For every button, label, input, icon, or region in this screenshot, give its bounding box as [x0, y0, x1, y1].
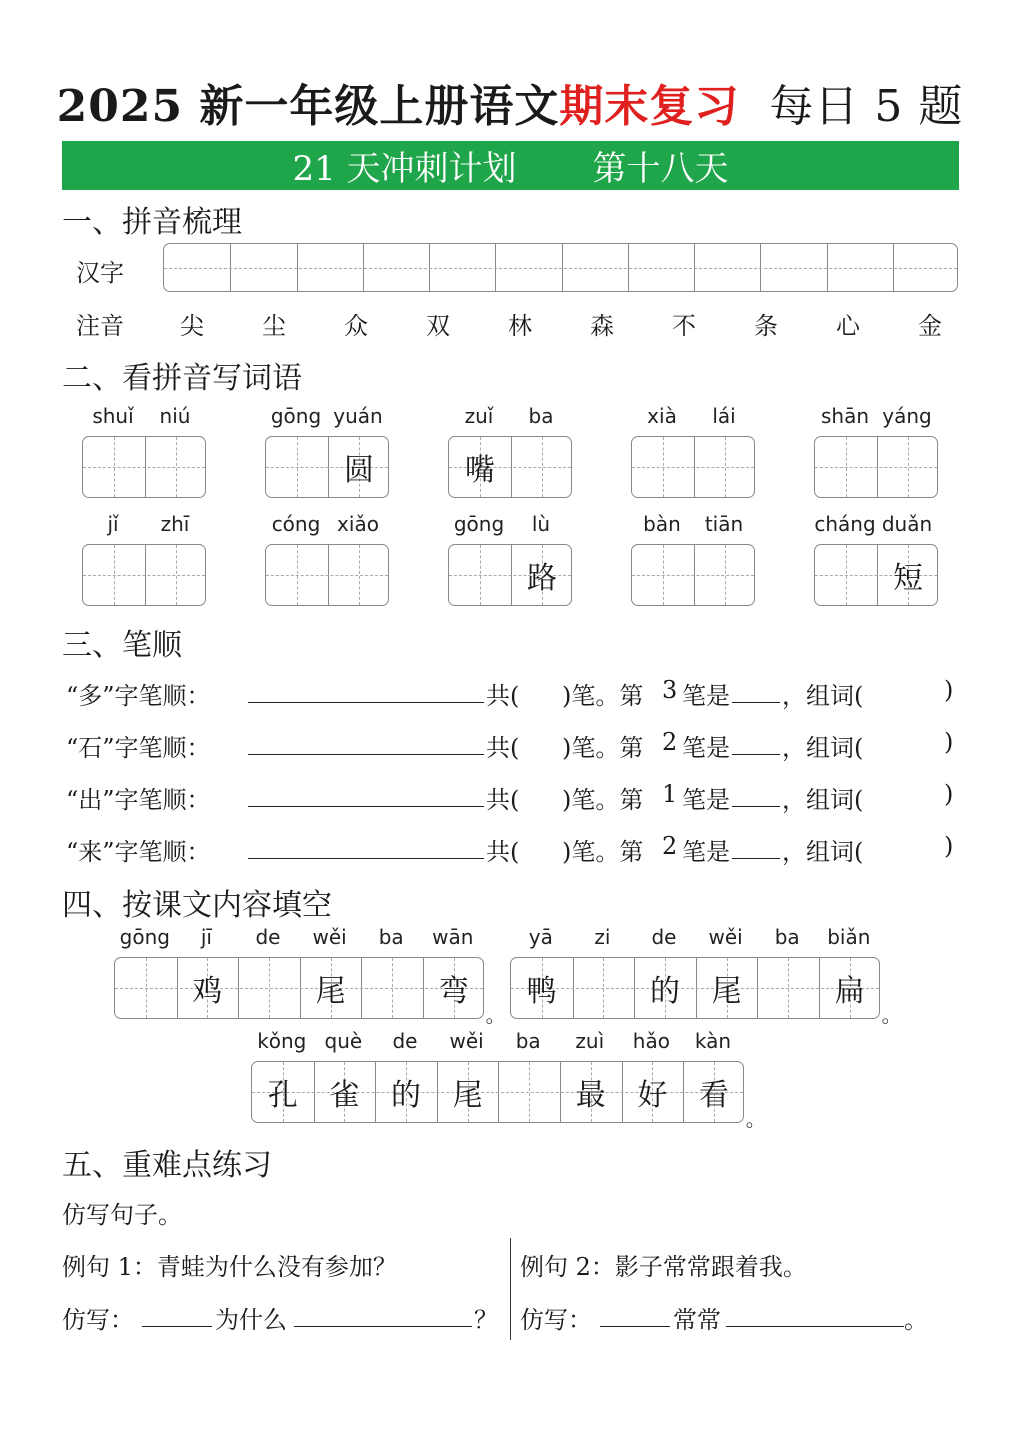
given-char: 扁	[834, 974, 865, 1009]
stroke-number: 1	[662, 780, 678, 808]
given-char: 最	[575, 1078, 606, 1113]
stroke-blank[interactable]	[732, 858, 780, 859]
word-writing-box[interactable]	[631, 436, 755, 498]
given-char: 的	[649, 974, 680, 1009]
rewrite-label-1: 仿写：	[62, 1306, 134, 1334]
pinyin-syllable: yuán	[333, 404, 383, 428]
pinyin-syllable: xià	[647, 404, 677, 428]
given-char	[83, 545, 145, 605]
pinyin-syllable: gōng	[270, 404, 322, 428]
zhuyin-char: 众	[344, 312, 368, 340]
given-char	[498, 1062, 560, 1122]
banner-day: 第十八天	[592, 149, 729, 189]
given-char	[511, 437, 573, 497]
rewrite-end-1: ？	[474, 1306, 498, 1334]
rewrite-label-2: 仿写：	[520, 1306, 592, 1334]
pinyin-syllable: duǎn	[881, 512, 933, 536]
section-1-title: 一、拼音梳理	[62, 205, 242, 240]
pinyin-syllable: de	[255, 925, 281, 949]
pinyin-syllable: tiān	[704, 512, 744, 536]
rewrite-word-1: 为什么	[215, 1306, 287, 1334]
stroke-number: 2	[662, 832, 678, 860]
pinyin-syllable: lù	[531, 512, 551, 536]
word-writing-box[interactable]	[265, 436, 389, 498]
pinyin-syllable: de	[392, 1029, 418, 1053]
section-4-title: 四、按课文内容填空	[62, 888, 332, 923]
stroke-order-blank[interactable]	[248, 858, 484, 859]
total-close: )笔。第	[562, 682, 644, 710]
given-char: 路	[527, 561, 557, 596]
pinyin-syllable: yā	[528, 925, 553, 949]
word-writing-box[interactable]	[265, 544, 389, 606]
given-char	[815, 437, 877, 497]
pinyin-syllable: wān	[432, 925, 474, 949]
word-open: ，组词(	[782, 786, 864, 814]
column-divider	[510, 1238, 511, 1340]
title-part1: 2025 新一年级上册语文	[56, 81, 560, 132]
given-char	[694, 437, 756, 497]
word-writing-box[interactable]	[82, 544, 206, 606]
section-3-title: 三、笔顺	[62, 628, 182, 663]
given-char: 看	[698, 1078, 729, 1113]
given-char	[361, 958, 423, 1018]
grid-midline	[164, 268, 957, 269]
pinyin-syllable: wěi	[708, 925, 743, 949]
zhuyin-char: 尖	[180, 312, 204, 340]
stroke-blank[interactable]	[732, 702, 780, 703]
banner-plan: 21 天冲刺计划	[292, 149, 517, 189]
stroke-is: 笔是	[682, 734, 730, 762]
blank-2a[interactable]	[600, 1326, 670, 1327]
stroke-label: “石”字笔顺：	[66, 734, 211, 762]
stroke-is: 笔是	[682, 682, 730, 710]
zhuyin-char: 森	[590, 312, 614, 340]
stroke-is: 笔是	[682, 786, 730, 814]
hanzi-label: 汉字	[76, 259, 124, 287]
word-writing-box[interactable]	[814, 544, 938, 606]
pinyin-syllable: kàn	[694, 1029, 732, 1053]
zhuyin-char: 金	[918, 312, 942, 340]
given-char: 嘴	[465, 453, 495, 488]
given-char: 尾	[711, 974, 742, 1009]
given-char	[328, 545, 390, 605]
given-char: 鸡	[192, 974, 223, 1009]
given-char: 尾	[315, 974, 346, 1009]
given-char: 短	[893, 561, 923, 596]
given-char	[115, 958, 177, 1018]
total-close: )笔。第	[562, 734, 644, 762]
total-close: )笔。第	[562, 838, 644, 866]
given-char	[573, 958, 635, 1018]
pinyin-syllable: biǎn	[827, 925, 871, 949]
total-open: 共(	[486, 786, 520, 814]
plan-banner	[62, 141, 959, 190]
stroke-label: “出”字笔顺：	[66, 786, 211, 814]
given-char: 的	[390, 1078, 421, 1113]
sentence-writing-box[interactable]	[114, 957, 484, 1019]
given-char	[266, 437, 328, 497]
title-highlight: 期末复习	[559, 81, 740, 132]
given-char	[266, 545, 328, 605]
zhuyin-label: 注音	[76, 312, 124, 340]
pinyin-syllable: gōng	[119, 925, 170, 949]
blank-1b[interactable]	[294, 1326, 472, 1327]
pinyin-syllable: zi	[594, 925, 611, 949]
page-title	[0, 70, 1020, 134]
given-char	[238, 958, 300, 1018]
pinyin-syllable: zuì	[575, 1029, 605, 1053]
zhuyin-char: 条	[754, 312, 778, 340]
given-char	[877, 437, 939, 497]
section-2-title: 二、看拼音写词语	[62, 361, 302, 396]
sentence-period: 。	[485, 1003, 506, 1027]
word-open: ，组词(	[782, 838, 864, 866]
pinyin-syllable: shān	[820, 404, 870, 428]
pinyin-syllable: zuǐ	[464, 404, 494, 428]
given-char	[449, 545, 511, 605]
total-open: 共(	[486, 682, 520, 710]
title-daily: 每日 5 题	[769, 81, 964, 132]
total-open: 共(	[486, 838, 520, 866]
pinyin-syllable: gōng	[453, 512, 505, 536]
sentence-period: 。	[745, 1107, 766, 1131]
word-close: )	[944, 832, 954, 860]
stroke-number: 2	[662, 728, 678, 756]
pinyin-syllable: lái	[712, 404, 736, 428]
word-close: )	[944, 780, 954, 808]
total-open: 共(	[486, 734, 520, 762]
section-5-title: 五、重难点练习	[62, 1148, 272, 1183]
stroke-number: 3	[662, 676, 678, 704]
pinyin-syllable: wěi	[449, 1029, 484, 1053]
blank-1a[interactable]	[142, 1326, 212, 1327]
given-char	[145, 545, 207, 605]
given-char	[632, 545, 694, 605]
pinyin-syllable: de	[651, 925, 677, 949]
pinyin-syllable: ba	[378, 925, 404, 949]
total-close: )笔。第	[562, 786, 644, 814]
pinyin-syllable: kǒng	[257, 1029, 307, 1053]
stroke-is: 笔是	[682, 838, 730, 866]
rewrite-word-2: 常常	[673, 1306, 721, 1334]
given-char	[815, 545, 877, 605]
word-writing-box[interactable]	[631, 544, 755, 606]
given-char: 尾	[452, 1078, 483, 1113]
word-close: )	[944, 728, 954, 756]
word-open: ，组词(	[782, 734, 864, 762]
blank-2b[interactable]	[726, 1326, 904, 1327]
word-writing-box[interactable]	[814, 436, 938, 498]
given-char	[83, 437, 145, 497]
given-char	[145, 437, 207, 497]
stroke-blank[interactable]	[732, 806, 780, 807]
stroke-label: “多”字笔顺：	[66, 682, 211, 710]
given-char: 圆	[344, 453, 374, 488]
pinyin-syllable: yáng	[882, 404, 932, 428]
word-writing-box[interactable]	[448, 544, 572, 606]
given-char	[757, 958, 819, 1018]
sentence-writing-box[interactable]	[251, 1061, 744, 1123]
word-writing-box[interactable]	[82, 436, 206, 498]
pinyin-syllable: shuǐ	[92, 404, 134, 428]
zhuyin-char: 双	[426, 312, 450, 340]
hanzi-writing-grid[interactable]	[163, 243, 958, 292]
pinyin-syllable: cháng	[814, 512, 876, 536]
sentence-period: 。	[881, 1003, 902, 1027]
zhuyin-char: 林	[508, 312, 532, 340]
stroke-label: “来”字笔顺：	[66, 838, 211, 866]
zhuyin-char: 不	[672, 312, 696, 340]
pinyin-syllable: cóng	[271, 512, 321, 536]
zhuyin-char: 尘	[262, 312, 286, 340]
stroke-order-blank[interactable]	[248, 702, 484, 703]
pinyin-syllable: ba	[774, 925, 800, 949]
pinyin-syllable: wěi	[312, 925, 347, 949]
pinyin-syllable: ba	[528, 404, 554, 428]
example-sentence-2: 例句 2：影子常常跟着我。	[520, 1253, 807, 1281]
zhuyin-char: 心	[836, 312, 860, 340]
given-char: 雀	[329, 1078, 360, 1113]
given-char: 好	[637, 1078, 668, 1113]
practice-intro: 仿写句子。	[62, 1201, 182, 1229]
given-char: 鸭	[526, 974, 557, 1009]
pinyin-syllable: què	[324, 1029, 363, 1053]
rewrite-end-2: 。	[904, 1306, 928, 1334]
given-char	[632, 437, 694, 497]
word-writing-box[interactable]	[448, 436, 572, 498]
stroke-order-blank[interactable]	[248, 754, 484, 755]
word-open: ，组词(	[782, 682, 864, 710]
word-close: )	[944, 676, 954, 704]
example-sentence-1: 例句 1：青蛙为什么没有参加？	[62, 1253, 397, 1281]
pinyin-syllable: jī	[200, 925, 212, 949]
pinyin-syllable: jǐ	[107, 512, 119, 536]
stroke-blank[interactable]	[732, 754, 780, 755]
given-char	[694, 545, 756, 605]
pinyin-syllable: hǎo	[632, 1029, 670, 1053]
given-char: 孔	[267, 1078, 298, 1113]
pinyin-syllable: ba	[515, 1029, 541, 1053]
pinyin-syllable: xiǎo	[337, 512, 379, 536]
given-char: 弯	[438, 974, 469, 1009]
sentence-writing-box[interactable]	[510, 957, 880, 1019]
pinyin-syllable: niú	[159, 404, 191, 428]
pinyin-syllable: bàn	[643, 512, 681, 536]
stroke-order-blank[interactable]	[248, 806, 484, 807]
pinyin-syllable: zhī	[160, 512, 190, 536]
